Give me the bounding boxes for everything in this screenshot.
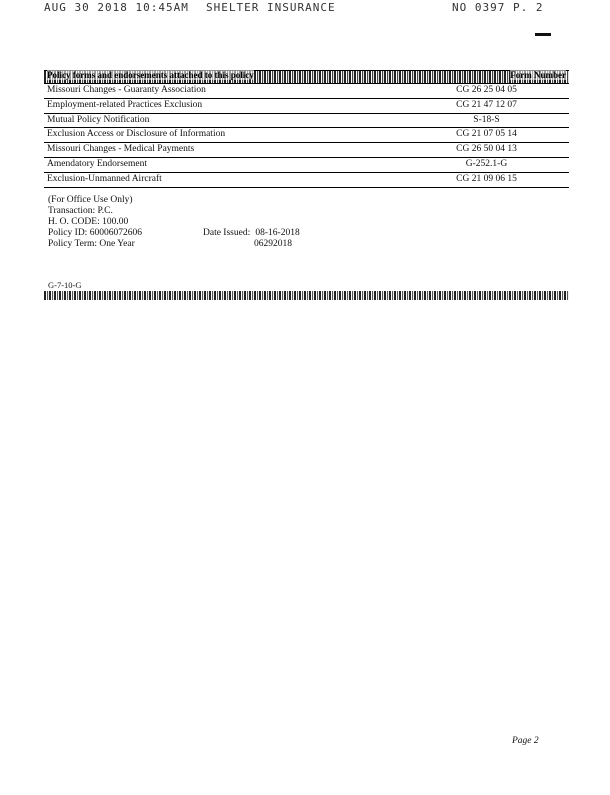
form-name: Mutual Policy Notification bbox=[47, 114, 150, 125]
transaction-line: Transaction: P.C. bbox=[48, 206, 113, 216]
date-issued-label: Date Issued: bbox=[203, 228, 251, 238]
table-header bbox=[44, 70, 569, 84]
date-issued-value: 08-16-2018 bbox=[255, 228, 300, 238]
form-code: G-7-10-G bbox=[48, 280, 82, 290]
forms-table bbox=[44, 70, 569, 188]
form-number: CG 21 07 05 14 bbox=[456, 129, 517, 140]
secondary-date-value: 06292018 bbox=[254, 239, 292, 249]
form-name: Amendatory Endorsement bbox=[47, 158, 147, 169]
form-name: Exclusion-Unmanned Aircraft bbox=[47, 173, 162, 184]
form-number: CG 21 09 06 15 bbox=[456, 173, 517, 184]
form-name: Employment-related Practices Exclusion bbox=[47, 99, 203, 110]
table-header-left: Policy forms and endorsements attached to this policy bbox=[47, 70, 254, 80]
fax-number: NO 0397 P. 2 bbox=[452, 1, 544, 14]
form-number: CG 21 47 12 07 bbox=[456, 99, 517, 110]
ho-code-line: H. O. CODE: 100.00 bbox=[48, 217, 129, 227]
table-row bbox=[44, 173, 569, 188]
table-header-right: Form Number bbox=[510, 70, 566, 80]
table-row bbox=[44, 114, 569, 129]
fax-header bbox=[44, 1, 564, 15]
form-number: CG 26 25 04 05 bbox=[456, 85, 517, 95]
fax-datetime: AUG 30 2018 10:45AM bbox=[44, 1, 189, 14]
office-use-title: (For Office Use Only) bbox=[48, 195, 133, 205]
form-number: G-252.1-G bbox=[465, 158, 508, 169]
form-number: S-18-S bbox=[473, 114, 500, 125]
page-number: Page 2 bbox=[512, 736, 539, 746]
fax-sender: SHELTER INSURANCE bbox=[206, 1, 336, 14]
form-number: CG 26 50 04 13 bbox=[456, 144, 517, 155]
table-row bbox=[44, 158, 569, 173]
policy-term-line: Policy Term: One Year bbox=[48, 239, 135, 249]
form-name: Missouri Changes - Guaranty Association bbox=[47, 85, 206, 95]
table-row bbox=[44, 99, 569, 114]
form-name: Exclusion Access or Disclosure of Information bbox=[47, 129, 226, 140]
corner-mark bbox=[535, 33, 551, 36]
office-use-block bbox=[48, 195, 142, 250]
footer-bar bbox=[44, 291, 569, 300]
form-name: Missouri Changes - Medical Payments bbox=[47, 144, 195, 155]
policy-id-line: Policy ID: 60006072606 bbox=[48, 228, 142, 238]
table-row bbox=[44, 128, 569, 143]
table-row bbox=[44, 84, 569, 99]
table-row bbox=[44, 143, 569, 158]
date-block bbox=[203, 228, 300, 250]
